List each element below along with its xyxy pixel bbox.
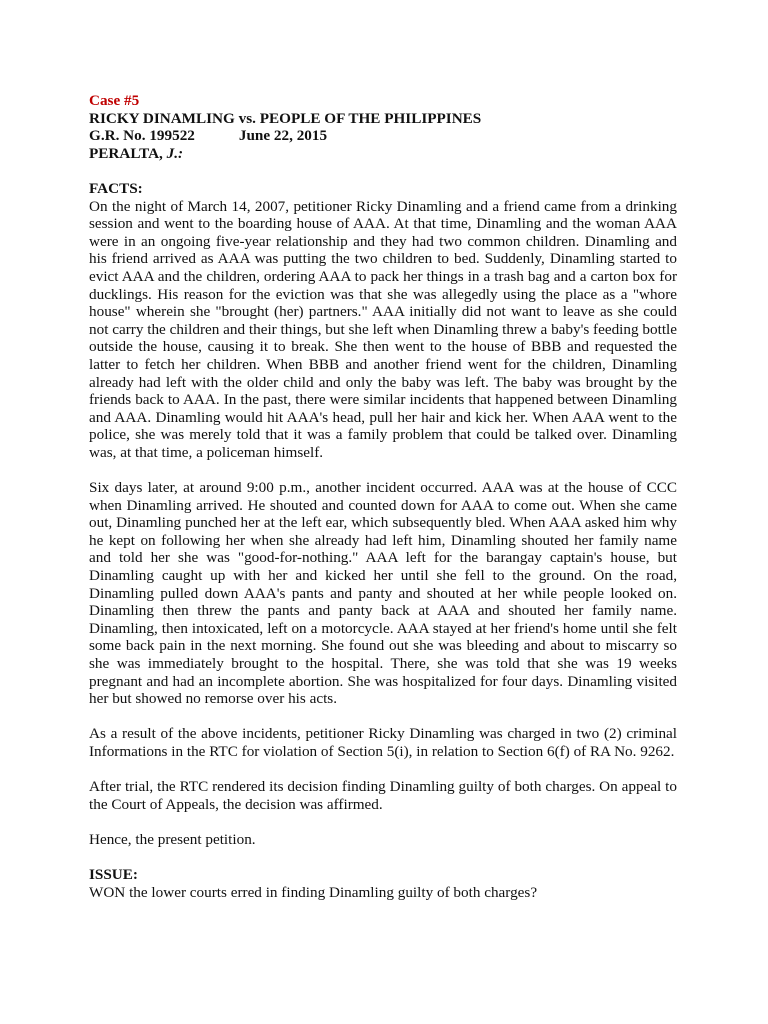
ponente-line [89, 145, 677, 163]
facts-heading: FACTS: [89, 179, 143, 197]
facts-paragraph-3: As a result of the above incidents, petitioner Ricky Dinamling was charged in two (2) criminal Informations in the RTC for violation of Section 5(i), in relation to Section 6(f) of RA No. 9262. [89, 725, 677, 760]
spacer [89, 813, 677, 831]
gr-number: G.R. No. 199522 [89, 127, 195, 145]
spacer [89, 461, 677, 479]
issue-text: WON the lower courts erred in finding Dinamling guilty of both charges? [89, 883, 538, 901]
ponente-name: PERALTA, [89, 144, 167, 162]
facts-paragraph-1: On the night of March 14, 2007, petitioner Ricky Dinamling and a friend came from a drinking session and went to the boarding house of AAA. At that time, Dinamling and the woman AAA were in an ongoing five-year relationship and they had two common children. Dinamling and his friend arrived as AAA was putting the two children to bed. Suddenly, Dinamling started to evict AAA and the children, ordering AAA to pack her things in a trash bag and a carton box for ducklings. His reason for the eviction was that she was allegedly using the place as a "whore house" wherein she "brought (her) partners." AAA initially did not want to leave as she could not carry the children and their things, but she left when Dinamling threw a baby's feeding bottle outside the house, causing it to break. She then went to the house of BBB and requested the latter to fetch her children. When BBB and another friend went for the children, Dinamling already had left with the older child and only the baby was left. The baby was brought by the friends back to AAA. In the past, there were similar incidents that happened between Dinamling and AAA. Dinamling would hit AAA's head, pull her hair and kick her. When AAA went to the police, she was merely told that it was a family problem that could be talked over. Dinamling was, at that time, a policeman himself. [89, 197, 677, 461]
spacer [89, 162, 677, 180]
ponente-suffix: J.: [166, 144, 184, 162]
facts-paragraph-2: Six days later, at around 9:00 p.m., another incident occurred. AAA was at the house of CCC when Dinamling arrived. He shouted and counted down for AAA to come out. When she came out, Dinamling punched her at the left ear, which subsequently bled. When AAA asked him why he kept on following her when she already had left him, Dinamling shouted her family name and told her she was "good-for-nothing." AAA left for the barangay captain's house, but Dinamling caught up with her and kicked her until she fell to the ground. On the road, Dinamling pulled down AAA's pants and panty and shouted at her while people looked on. Dinamling then threw the pants and panty back at AAA and shouted her family name. Dinamling, then intoxicated, left on a motorcycle. AAA stayed at her friend's home until she felt some back pain in the next morning. She found out she was bleeding and about to miscarry so she was immediately brought to the hospital. There, she was told that she was 19 weeks pregnant and had an incomplete abortion. She was hospitalized for four days. Dinamling visited her but showed no remorse over his acts. [89, 479, 677, 708]
case-title: RICKY DINAMLING vs. PEOPLE OF THE PHILIPPINES [89, 109, 482, 127]
spacer [89, 761, 677, 779]
facts-paragraph-4: After trial, the RTC rendered its decision finding Dinamling guilty of both charges. On appeal to the Court of Appeals, the decision was affirmed. [89, 778, 677, 813]
case-digest-page [89, 92, 677, 901]
spacer [89, 849, 677, 867]
decision-date: June 22, 2015 [238, 127, 328, 145]
facts-paragraph-5: Hence, the present petition. [89, 830, 256, 848]
gr-line [89, 127, 677, 145]
case-label: Case #5 [89, 92, 140, 109]
spacer [89, 708, 677, 726]
issue-heading: ISSUE: [89, 866, 138, 884]
